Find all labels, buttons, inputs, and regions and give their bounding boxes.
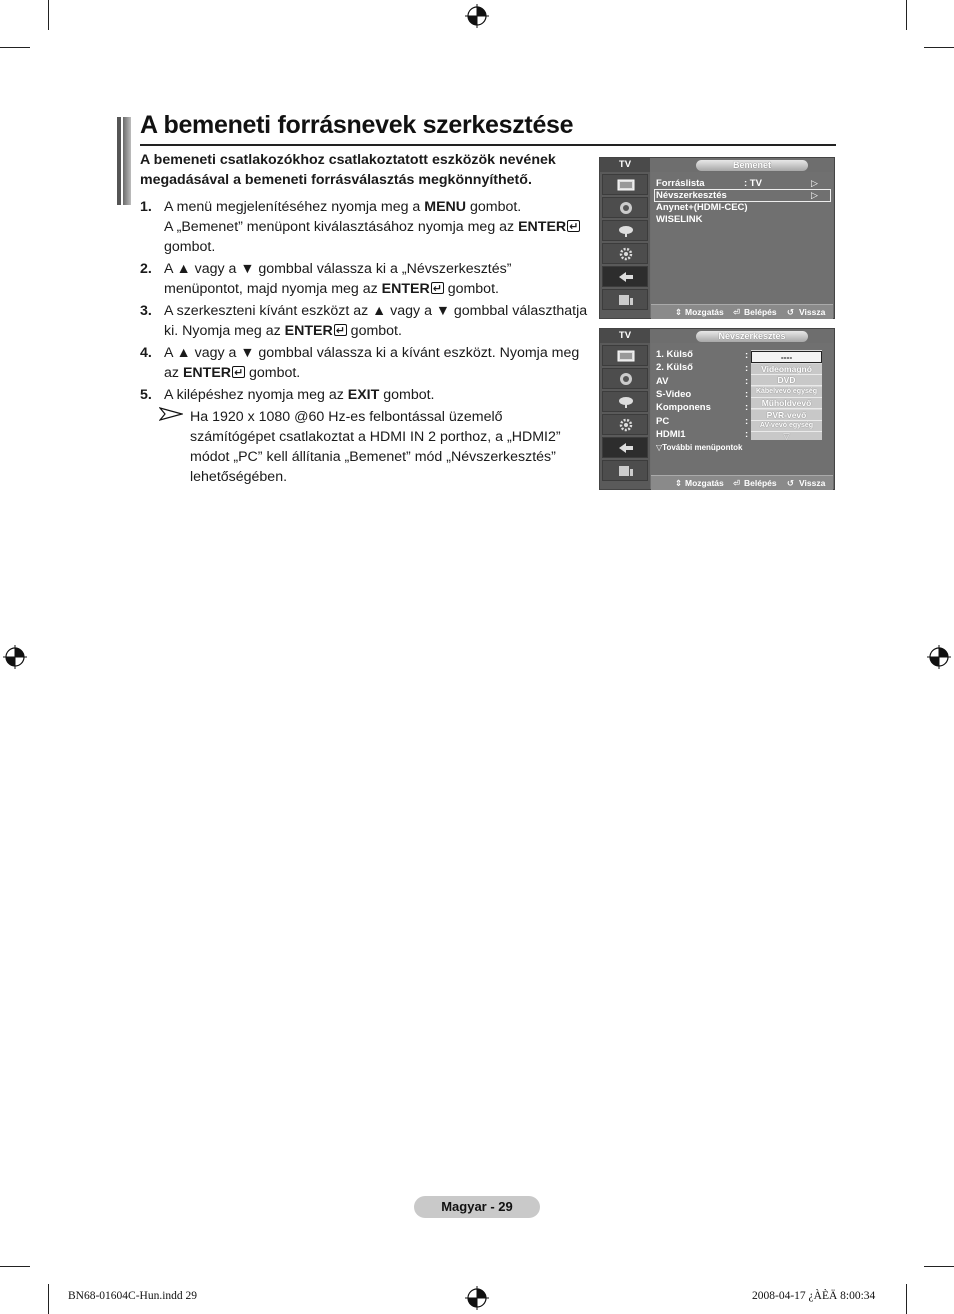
dropdown-option[interactable]: Kábelvevő egység <box>751 387 822 398</box>
device-item[interactable]: AV <box>656 376 669 387</box>
osd-sidebar <box>600 172 650 318</box>
key-label: ENTER <box>381 281 430 297</box>
step-text: A kilépéshez nyomja meg az <box>164 387 348 403</box>
step-number: 3. <box>140 303 152 319</box>
dropdown-option[interactable]: ---- <box>751 351 822 363</box>
osd-footer <box>651 304 833 319</box>
step-text: gombot. <box>443 281 499 297</box>
channel-menu-icon[interactable] <box>602 220 648 241</box>
osd-tv-label: TV <box>600 158 650 172</box>
page-number-badge: Magyar - 29 <box>414 1196 540 1218</box>
step-4 <box>140 343 590 383</box>
osd-sidebar <box>600 343 650 489</box>
submenu-arrow-icon: ▷ <box>811 190 818 200</box>
application-menu-icon[interactable] <box>602 289 648 310</box>
channel-menu-icon[interactable] <box>602 391 648 412</box>
step-number: 1. <box>140 199 152 215</box>
enter-icon <box>232 366 245 378</box>
device-item[interactable]: PC <box>656 416 670 427</box>
registration-mark-icon <box>465 1286 489 1310</box>
more-items-label: További menüpontok <box>662 443 743 452</box>
note-text: Ha 1920 x 1080 @60 Hz-es felbontással üzemelő számítógépet csatlakoztat a HDMI IN 2 porthoz, a „HDMI2” módot „PC” kell állítania „Bemenet” mód „Névszerkesztés” lehetőségében. <box>190 409 561 485</box>
key-label: MENU <box>424 199 467 215</box>
footer-enter: Belépés <box>744 478 777 488</box>
step-text: gombot. <box>346 323 402 339</box>
menu-item-wiselink[interactable]: WISELINK <box>656 214 703 225</box>
registration-mark-icon <box>465 4 489 28</box>
step-text: gombot. <box>466 199 522 215</box>
note-arrow-icon <box>159 407 183 421</box>
return-icon: ↺ <box>787 478 795 488</box>
dropdown-option[interactable]: PVR-vevő <box>751 410 822 421</box>
osd-menu-tab: Bemenet <box>696 160 808 171</box>
page-title: A bemeneti forrásnevek szerkesztése <box>140 111 574 139</box>
step-number: 5. <box>140 387 152 403</box>
application-menu-icon[interactable] <box>602 460 648 481</box>
osd-tv-label: TV <box>600 329 650 343</box>
setup-menu-icon[interactable] <box>602 243 648 264</box>
step-text: A „Bemenet” menüpont kiválasztásához nyomja meg az <box>164 219 519 235</box>
enter-icon <box>567 220 580 232</box>
menu-item-source-list[interactable]: Forráslista <box>656 178 705 189</box>
key-label: ENTER <box>284 323 333 339</box>
dropdown-option[interactable]: Műholdvevő <box>751 398 822 409</box>
enter-icon: ⏎ <box>733 307 741 317</box>
dropdown-option[interactable]: Videomagnó <box>751 364 822 375</box>
step-text: A ▲ vagy a ▼ gombbal válassza ki a „Névszerkesztés” menüpontot, majd nyomja meg az <box>164 261 512 297</box>
osd-footer <box>651 475 833 490</box>
picture-menu-icon[interactable] <box>602 174 648 195</box>
enter-icon: ⏎ <box>733 478 741 488</box>
sound-menu-icon[interactable] <box>602 197 648 218</box>
menu-item-anynet[interactable]: Anynet+(HDMI-CEC) <box>656 202 748 213</box>
registration-mark-icon <box>927 645 951 669</box>
dropdown-option[interactable]: AV-vevő egység <box>751 421 822 432</box>
registration-mark-icon <box>3 645 27 669</box>
step-number: 2. <box>140 261 152 277</box>
dropdown-option[interactable]: DVD <box>751 375 822 386</box>
enter-icon <box>431 282 444 294</box>
crop-mark <box>0 1266 30 1267</box>
device-item[interactable]: 1. Külső <box>656 349 693 360</box>
menu-item-name-edit[interactable]: Névszerkesztés <box>656 190 727 201</box>
move-icon: ⇕ <box>675 307 683 317</box>
print-footer-left: BN68-01604C-Hun.indd 29 <box>68 1290 198 1302</box>
step-text: A ▲ vagy a ▼ gombbal válassza ki a kívánt eszközt. Nyomja meg az <box>164 345 580 381</box>
print-footer-right: 2008-04-17 ¿ÀÈÄ 8:00:34 <box>752 1290 876 1302</box>
step-5 <box>140 385 590 405</box>
title-decoration <box>117 117 131 205</box>
step-1 <box>140 197 590 257</box>
osd-menu-panel <box>651 172 833 304</box>
return-icon: ↺ <box>787 307 795 317</box>
intro-text: A bemeneti csatlakozókhoz csatlakoztatott eszközök nevének megadásával a bemeneti forrásválasztás megkönnyíthető. <box>140 152 556 188</box>
crop-mark <box>48 1284 49 1314</box>
crop-mark <box>924 1266 954 1267</box>
more-items[interactable] <box>656 442 742 453</box>
step-text: A menü megjelenítéséhez nyomja meg a <box>164 199 425 215</box>
crop-mark <box>906 0 907 30</box>
name-dropdown[interactable] <box>751 350 822 439</box>
crop-mark <box>924 47 954 48</box>
input-menu-icon[interactable] <box>602 437 648 458</box>
setup-menu-icon[interactable] <box>602 414 648 435</box>
step-text: A szerkeszteni kívánt eszközt az ▲ vagy a ▼ gombbal választhatja ki. Nyomja meg az <box>164 303 588 339</box>
crop-mark <box>0 47 30 48</box>
more-arrow-icon: ▽ <box>656 443 663 452</box>
note <box>140 407 590 487</box>
key-label: EXIT <box>347 387 380 403</box>
step-text: gombot. <box>164 239 216 255</box>
sound-menu-icon[interactable] <box>602 368 648 389</box>
device-item[interactable]: S-Video <box>656 389 692 400</box>
source-value: : TV <box>744 178 762 189</box>
crop-mark <box>906 1284 907 1314</box>
crop-mark <box>48 0 49 30</box>
osd-nevszerkesztes-screen <box>599 328 835 490</box>
title-rule <box>140 144 836 146</box>
submenu-arrow-icon: ▷ <box>811 178 818 188</box>
key-label: ENTER <box>518 219 567 235</box>
move-icon: ⇕ <box>675 478 683 488</box>
steps-list <box>140 197 590 487</box>
step-text: gombot. <box>245 365 301 381</box>
step-text: gombot. <box>379 387 435 403</box>
step-3 <box>140 301 590 341</box>
step-2 <box>140 259 590 299</box>
picture-menu-icon[interactable] <box>602 345 648 366</box>
footer-move: Mozgatás <box>685 307 724 317</box>
osd-bemenet-screen <box>599 157 835 319</box>
device-item[interactable]: 2. Külső <box>656 362 693 373</box>
footer-back: Vissza <box>799 307 826 317</box>
key-label: ENTER <box>182 365 232 381</box>
footer-back: Vissza <box>799 478 826 488</box>
input-menu-icon[interactable] <box>602 266 648 287</box>
footer-enter: Belépés <box>744 307 777 317</box>
enter-icon <box>334 324 347 336</box>
dropdown-scroll-down-icon[interactable]: ▽ <box>751 432 822 440</box>
device-item[interactable]: HDMI1 <box>656 429 686 440</box>
footer-move: Mozgatás <box>685 478 724 488</box>
osd-menu-panel: 1. Külső 2. Külső AV S-Video Komponens PC HDMI1 ▽További menüpontok : : : : : : : ---- Videomagnó DVD Kábelvevő egység Műholdvevő PVR-vevő AV-vevő egység ▽ <box>651 343 833 475</box>
step-number: 4. <box>140 345 152 361</box>
osd-menu-tab: Névszerkesztés <box>696 331 808 342</box>
device-item[interactable]: Komponens <box>656 402 711 413</box>
